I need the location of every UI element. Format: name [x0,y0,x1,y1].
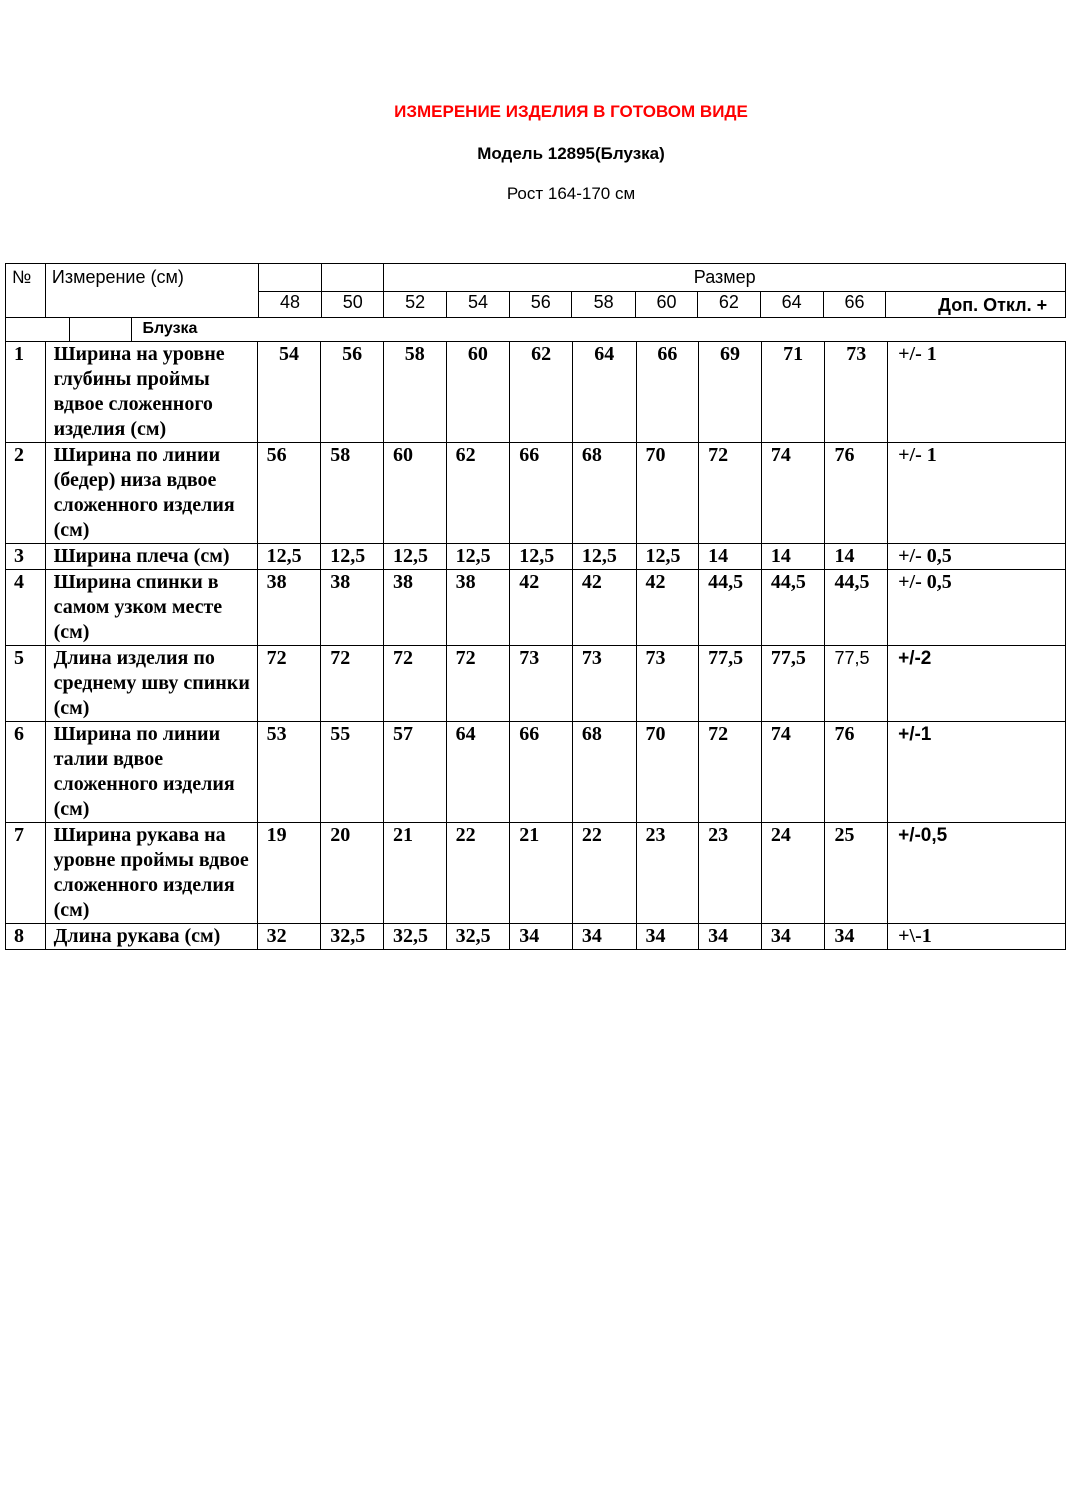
tolerance-value: +/- 1 [888,342,1066,443]
section-row [6,318,1066,342]
measurement-name: Длина рукава (см) [45,924,257,950]
size-value: 76 [825,443,888,544]
size-value: 42 [636,570,699,646]
tolerance-value: +\-1 [888,924,1066,950]
model-label: Модель 12895(Блузка) [477,144,665,163]
size-value: 62 [510,342,573,443]
size-value: 14 [699,544,762,570]
row-number: 4 [6,570,46,646]
size-value: 72 [699,722,762,823]
table-row [6,342,1066,443]
size-value: 32,5 [321,924,384,950]
size-header: 52 [384,292,446,318]
size-value: 69 [699,342,762,443]
size-header: 64 [760,292,823,318]
size-value: 64 [446,722,510,823]
size-value: 57 [383,722,446,823]
size-value: 66 [636,342,699,443]
size-value: 23 [699,823,762,924]
size-value: 60 [446,342,510,443]
size-value: 73 [825,342,888,443]
size-value: 76 [825,722,888,823]
size-value: 73 [572,646,636,722]
size-value: 12,5 [510,544,573,570]
header-no: № [6,264,46,318]
size-value: 21 [510,823,573,924]
size-value: 71 [761,342,825,443]
height-label: Рост 164-170 см [506,184,636,203]
tolerance-value: +/- 0,5 [888,570,1066,646]
size-value: 23 [636,823,699,924]
size-value: 72 [446,646,510,722]
size-value: 12,5 [257,544,321,570]
size-value: 62 [446,443,510,544]
measurement-table-body [5,341,1066,950]
measurement-name: Ширина плеча (см) [45,544,257,570]
size-value: 54 [257,342,321,443]
section-blank [69,318,132,342]
row-number: 5 [6,646,46,722]
size-value: 32,5 [446,924,510,950]
header-measure: Измерение (см) [45,264,258,318]
size-value: 14 [825,544,888,570]
size-value: 34 [572,924,636,950]
row-number: 7 [6,823,46,924]
size-header: 66 [823,292,885,318]
measurement-name: Ширина по линии (бедер) низа вдвое сложенного изделия (см) [45,443,257,544]
tolerance-value: +/-0,5 [888,823,1066,924]
size-value: 66 [510,722,573,823]
measurement-name: Ширина спинки в самом узком месте (см) [45,570,257,646]
size-value: 38 [321,570,384,646]
tolerance-value: +/-1 [888,722,1066,823]
size-value: 70 [636,443,699,544]
size-value: 70 [636,722,699,823]
size-value: 34 [761,924,825,950]
table-row [6,924,1066,950]
size-value: 38 [257,570,321,646]
size-value: 72 [699,443,762,544]
size-value: 77,5 [761,646,825,722]
header-blank [322,264,384,292]
tolerance-header: Доп. Откл. + [886,292,1066,318]
size-header: 60 [635,292,697,318]
header-blank [258,264,321,292]
section-label: Блузка [132,318,1066,342]
size-value: 25 [825,823,888,924]
size-header: 54 [446,292,509,318]
size-value: 60 [383,443,446,544]
row-number: 8 [6,924,46,950]
section-blank [6,318,70,342]
size-value: 19 [257,823,321,924]
table-row [6,570,1066,646]
size-value: 74 [761,722,825,823]
size-value: 73 [510,646,573,722]
size-value: 74 [761,443,825,544]
measurement-name: Длина изделия по среднему шву спинки (см) [45,646,257,722]
size-value: 58 [321,443,384,544]
size-value: 56 [321,342,384,443]
size-value: 14 [761,544,825,570]
size-value: 12,5 [572,544,636,570]
measurement-name: Ширина на уровне глубины проймы вдвое сложенного изделия (см) [45,342,257,443]
size-value: 72 [257,646,321,722]
header-size-group: Размер [384,264,1066,292]
size-value: 34 [636,924,699,950]
table-row [6,722,1066,823]
row-number: 1 [6,342,46,443]
header-row-1 [6,264,1066,292]
size-value: 22 [446,823,510,924]
size-value: 68 [572,443,636,544]
tolerance-value: +/- 1 [888,443,1066,544]
document-title: ИЗМЕРЕНИЕ ИЗДЕЛИЯ В ГОТОВОМ ВИДЕ [394,102,748,121]
measurement-name: Ширина по линии талии вдвое сложенного изделия (см) [45,722,257,823]
size-value: 21 [383,823,446,924]
size-value: 42 [510,570,573,646]
tolerance-value: +/- 0,5 [888,544,1066,570]
size-value: 42 [572,570,636,646]
size-header: 56 [510,292,572,318]
table-row [6,443,1066,544]
size-value: 12,5 [636,544,699,570]
size-value: 68 [572,722,636,823]
size-value: 56 [257,443,321,544]
row-number: 6 [6,722,46,823]
size-value: 44,5 [825,570,888,646]
tolerance-value: +/-2 [888,646,1066,722]
table-row [6,823,1066,924]
row-number: 2 [6,443,46,544]
size-value: 72 [321,646,384,722]
size-value: 44,5 [761,570,825,646]
size-value: 55 [321,722,384,823]
size-value: 72 [383,646,446,722]
size-value: 44,5 [699,570,762,646]
size-value: 12,5 [321,544,384,570]
size-value: 24 [761,823,825,924]
size-value: 22 [572,823,636,924]
size-value: 77,5 [825,646,888,722]
measurement-name: Ширина рукава на уровне проймы вдвое сложенного изделия (см) [45,823,257,924]
size-header: 58 [572,292,635,318]
size-value: 12,5 [446,544,510,570]
size-header: 50 [322,292,384,318]
size-value: 34 [825,924,888,950]
size-header: 48 [258,292,321,318]
table-row [6,544,1066,570]
size-value: 32,5 [383,924,446,950]
size-value: 53 [257,722,321,823]
size-value: 32 [257,924,321,950]
size-value: 38 [446,570,510,646]
size-value: 73 [636,646,699,722]
size-value: 34 [699,924,762,950]
row-number: 3 [6,544,46,570]
table-row [6,646,1066,722]
size-header: 62 [698,292,760,318]
size-value: 64 [572,342,636,443]
measurement-table [5,263,1066,342]
size-value: 77,5 [699,646,762,722]
size-value: 34 [510,924,573,950]
size-value: 58 [383,342,446,443]
size-value: 38 [383,570,446,646]
size-value: 20 [321,823,384,924]
size-value: 66 [510,443,573,544]
size-value: 12,5 [383,544,446,570]
